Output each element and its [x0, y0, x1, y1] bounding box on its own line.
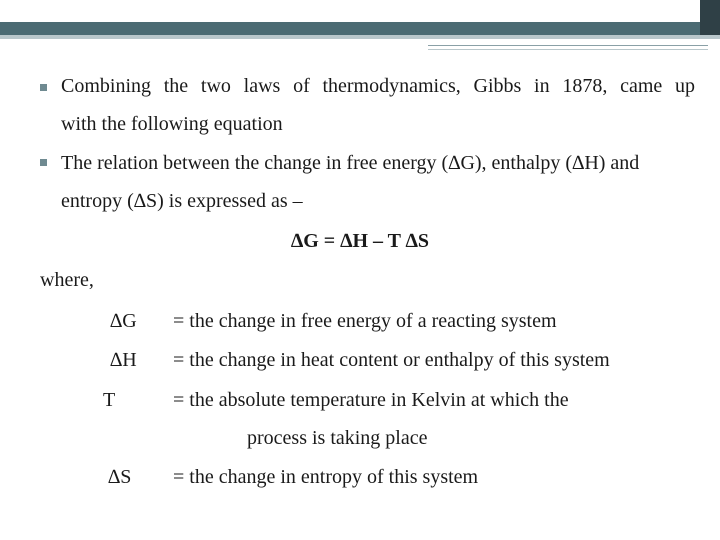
definition-text-dg: = the change in free energy of a reacting system	[173, 310, 557, 332]
bullet-1-line-1: Combining the two laws of thermodynamics, Gibbs in 1878, came up	[61, 75, 695, 97]
header-band-light	[0, 35, 720, 39]
where-label: where,	[40, 269, 94, 291]
definition-text-t: = the absolute temperature in Kelvin at which the	[173, 389, 569, 411]
definition-symbol-dh: ∆H	[110, 349, 137, 371]
bullet-1-line-2: with the following equation	[61, 113, 283, 135]
definition-symbol-dg: ∆G	[110, 310, 137, 332]
header-rule-1	[428, 45, 708, 46]
bullet-2-line-1: The relation between the change in free energy (∆G), enthalpy (∆H) and	[61, 152, 640, 174]
bullet-2-line-2: entropy (∆S) is expressed as –	[61, 190, 303, 212]
gibbs-equation: ∆G = ∆H – T ∆S	[291, 230, 429, 252]
definition-text-ds: = the change in entropy of this system	[173, 466, 479, 488]
bullet-marker	[40, 84, 47, 91]
header-rule-2	[428, 49, 708, 50]
definition-text-t-continued: process is taking place	[247, 427, 428, 449]
header-band-top	[0, 0, 720, 22]
definition-symbol-t: T	[103, 389, 116, 411]
header-band-teal	[0, 22, 720, 35]
definition-symbol-ds: ∆S	[108, 466, 132, 488]
bullet-marker	[40, 159, 47, 166]
header-band-dark	[700, 0, 720, 35]
definition-text-dh: = the change in heat content or enthalpy of this system	[173, 349, 610, 371]
